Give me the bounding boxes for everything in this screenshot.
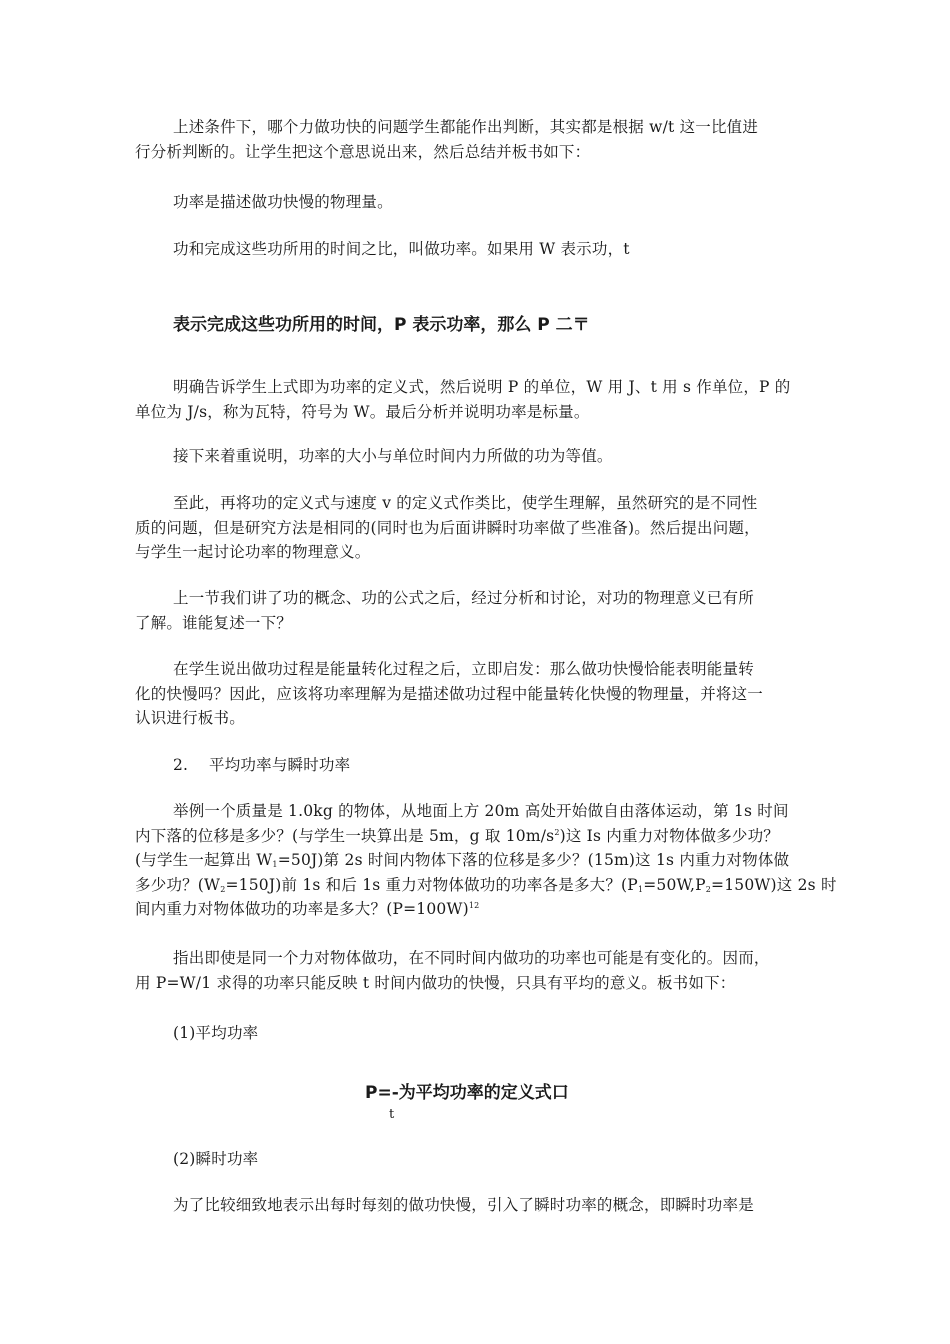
text-line: 2. 平均功率与瞬时功率 bbox=[173, 756, 351, 774]
paragraph-average-meaning bbox=[135, 946, 815, 995]
text-line: 单位为 J/s，称为瓦特，符号为 W。最后分析并说明功率是标量。 bbox=[135, 402, 590, 421]
paragraph-power-description bbox=[135, 190, 815, 215]
list-item-average-power bbox=[135, 1021, 815, 1046]
bold-definition-line: 表示完成这些功所用的时间，P 表示功率，那么 P 二〒 bbox=[173, 315, 590, 335]
paragraph-unit-explanation bbox=[135, 375, 815, 424]
text-line: 了解。谁能复述一下？ bbox=[135, 613, 293, 632]
text-line: 上述条件下，哪个力做功快的问题学生都能作出判断，其实都是根据 w/t 这一比值进 bbox=[173, 118, 759, 136]
section-heading-average-instant-power bbox=[135, 753, 815, 778]
text-line: 与学生一起讨论功率的物理意义。 bbox=[135, 543, 371, 561]
text-line: 接下来着重说明，功率的大小与单位时间内力所做的功为等值。 bbox=[173, 447, 613, 465]
text-line: 指出即使是同一个力对物体做功，在不同时间内做功的功率也可能是有变化的。因而， bbox=[173, 949, 770, 967]
text-line: 为了比较细致地表示出每时每刻的做功快慢，引入了瞬时功率的概念，即瞬时功率是 bbox=[173, 1196, 754, 1214]
text-line: 质的问题，但是研究方法是相同的(同时也为后面讲瞬时功率做了些准备)。然后提出问题， bbox=[135, 518, 760, 537]
text-line: 功和完成这些功所用的时间之比，叫做功率。如果用 W 表示功，t bbox=[173, 240, 630, 258]
text-line: 间内重力对物体做功的功率是多大？(P=100W)$^{12}$ bbox=[135, 900, 480, 918]
paragraph-energy-conversion bbox=[135, 657, 815, 731]
text-line: 行分析判断的。让学生把这个意思说出来，然后总结并板书如下： bbox=[135, 142, 591, 161]
paragraph-condition-judgement bbox=[135, 115, 815, 164]
text-line: 多少功？$(W_2=150J)$前 1s 和后 1s 重力对物体做功的功率各是多大？$(P_1=50W,P_2=150W)$这 2s 时 bbox=[135, 875, 837, 894]
text-line: 至此，再将功的定义式与速度 v 的定义式作类比，使学生理解，虽然研究的是不同性 bbox=[173, 494, 758, 512]
text-line: (2)瞬时功率 bbox=[173, 1150, 259, 1168]
text-line: 上一节我们讲了功的概念、功的公式之后，经过分析和讨论，对功的物理意义已有所 bbox=[173, 589, 754, 607]
text-line: 认识进行板书。 bbox=[135, 709, 245, 727]
paragraph-power-definition bbox=[135, 237, 815, 262]
text-line: 在学生说出做功过程是能量转化过程之后，立即启发：那么做功快慢恰能表明能量转 bbox=[173, 660, 754, 678]
text-line: 用 P=W/1 求得的功率只能反映 t 时间内做功的快慢，只具有平均的意义。板书如下： bbox=[135, 973, 736, 992]
text-line: 明确告诉学生上式即为功率的定义式，然后说明 P 的单位，W 用 J、t 用 s 作单位，P 的 bbox=[173, 378, 791, 396]
paragraph-analogy bbox=[135, 491, 815, 565]
text-line: (与学生一起算出 $W_1=50J$)第 2s 时间内物体下落的位移是多少？(15m)这 1s 内重力对物体做 bbox=[135, 851, 790, 869]
formula-denominator: t bbox=[389, 1107, 395, 1122]
text-line: 功率是描述做功快慢的物理量。 bbox=[173, 193, 393, 211]
text-line: (1)平均功率 bbox=[173, 1024, 259, 1042]
text-line: 内下落的位移是多少？(与学生一块算出是 5m，g 取 $10m/s^2$)这 Is 内重力对物体做多少功？ bbox=[135, 826, 779, 845]
list-item-instant-power bbox=[135, 1147, 815, 1172]
paragraph-power-magnitude bbox=[135, 444, 815, 469]
text-line: 举例一个质量是 1.0kg 的物体，从地面上方 20m 高处开始做自由落体运动，第 1s 时间 bbox=[173, 802, 789, 820]
paragraph-instant-power-intro bbox=[135, 1193, 815, 1218]
paragraph-free-fall-example bbox=[135, 799, 837, 922]
paragraph-previous-lesson bbox=[135, 586, 815, 635]
text-line: 化的快慢吗？因此，应该将功率理解为是描述做功过程中能量转化快慢的物理量，并将这一 bbox=[135, 684, 764, 703]
formula-average-power: P=-为平均功率的定义式口 bbox=[365, 1083, 569, 1103]
